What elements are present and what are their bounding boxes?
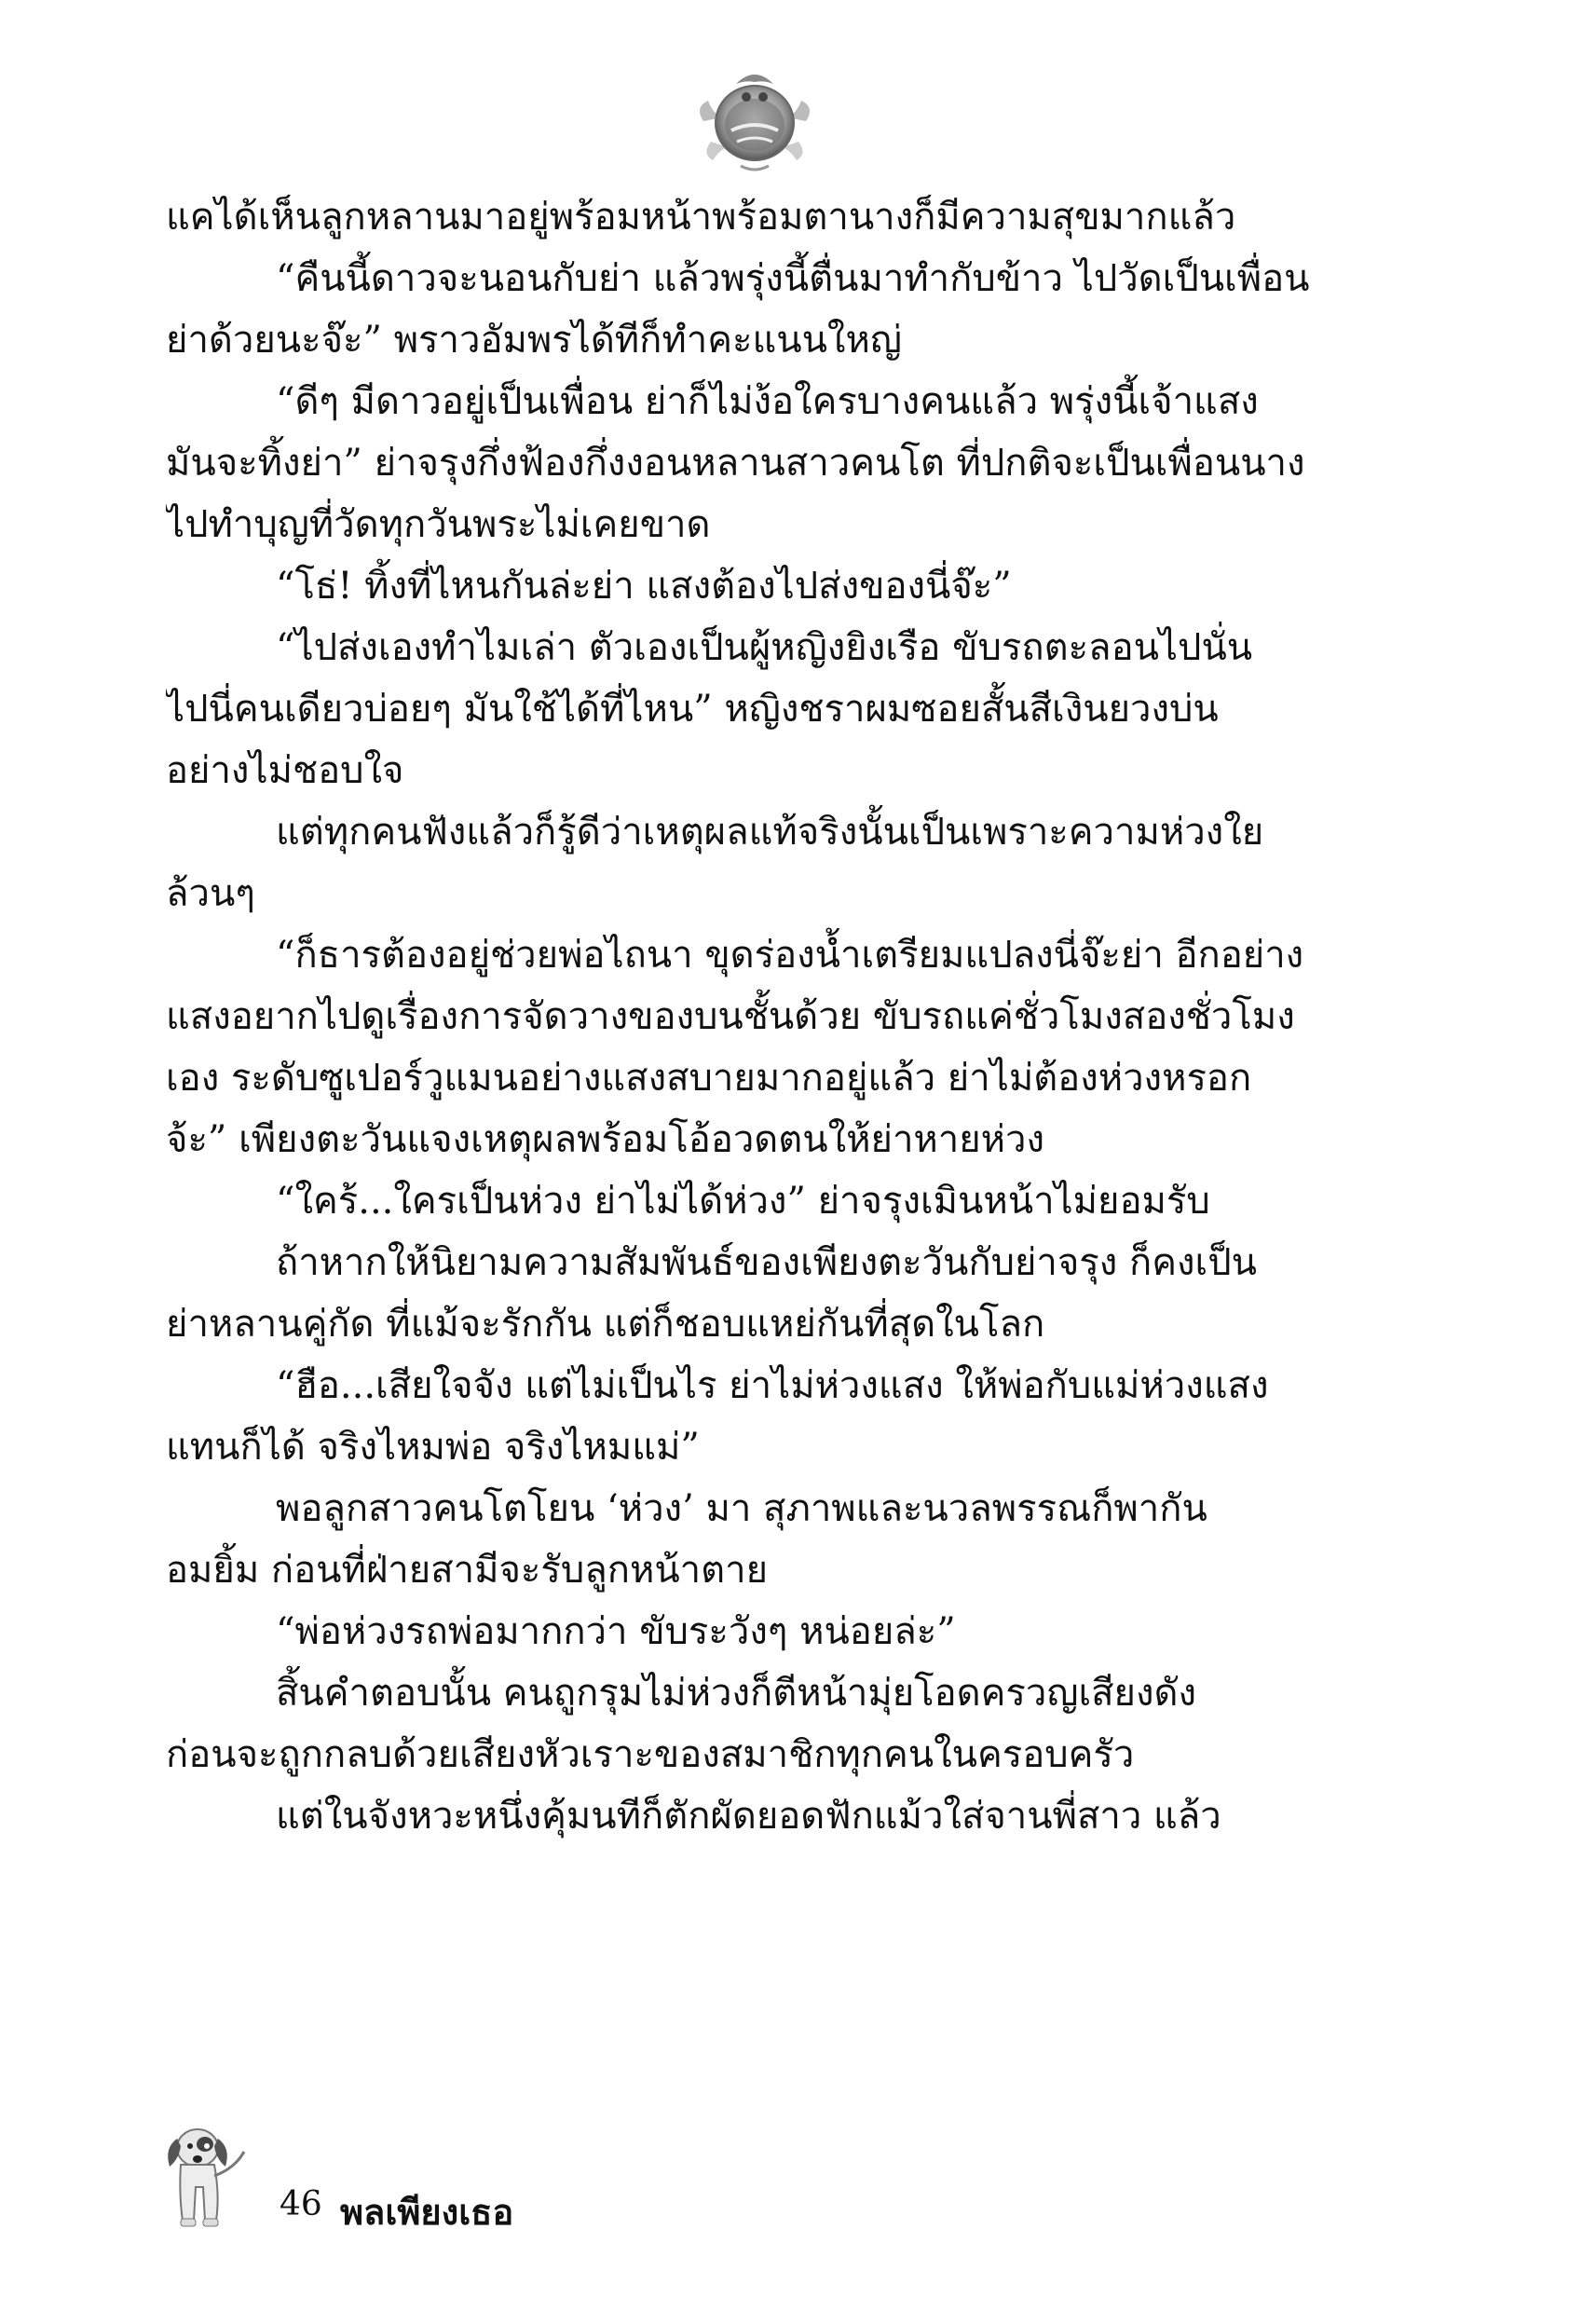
- text-line: “คืนนี้ดาวจะนอนกับย่า แล้วพรุ่งนี้ตื่นมาทำกับข้าว ไปวัดเป็นเพื่อน: [276, 257, 1310, 300]
- ornate-crest-logo-icon: [685, 56, 825, 177]
- text-line: สิ้นคำตอบนั้น คนถูกรุมไม่ห่วงก็ตีหน้ามุ่ยโอดครวญเสียงดัง: [276, 1672, 1197, 1715]
- text-line: จ้ะ” เพียงตะวันแจงเหตุผลพร้อมโอ้อวดตนให้ย่าหายห่วง: [166, 1118, 1045, 1161]
- text-line: ไปนี่คนเดียวบ่อยๆ มันใช้ได้ที่ไหน” หญิงชราผมซอยสั้นสีเงินยวงบ่น: [166, 688, 1219, 731]
- text-line: “โธ่! ทิ้งที่ไหนกันล่ะย่า แสงต้องไปส่งของนี่จ๊ะ”: [276, 565, 1012, 608]
- text-line: “ฮือ...เสียใจจัง แต่ไม่เป็นไร ย่าไม่ห่วงแสง ให้พ่อกับแม่ห่วงแสง: [276, 1364, 1269, 1407]
- text-line: ไปทำบุญที่วัดทุกวันพระไม่เคยขาด: [166, 503, 711, 546]
- text-line: แต่ทุกคนฟังแล้วก็รู้ดีว่าเหตุผลแท้จริงนั้นเป็นเพราะความห่วงใย: [276, 811, 1264, 854]
- text-line: ก่อนจะถูกกลบด้วยเสียงหัวเราะของสมาชิกทุกคนในครอบครัว: [166, 1733, 1135, 1776]
- text-line: แคได้เห็นลูกหลานมาอยู่พร้อมหน้าพร้อมตานางก็มีความสุขมากแล้ว: [166, 196, 1236, 239]
- text-line: ย่าด้วยนะจ๊ะ” พราวอัมพรได้ทีก็ทำคะแนนใหญ่: [166, 319, 902, 362]
- text-line: แทนก็ได้ จริงไหมพ่อ จริงไหมแม่”: [166, 1426, 700, 1469]
- page-number: 46: [280, 2185, 322, 2223]
- text-line: ย่าหลานคู่กัด ที่แม้จะรักกัน แต่ก็ชอบแหย่กันที่สุดในโลก: [166, 1303, 1045, 1346]
- text-line: ล้วนๆ: [166, 872, 255, 915]
- text-line: อมยิ้ม ก่อนที่ฝ่ายสามีจะรับลูกหน้าตาย: [166, 1549, 769, 1592]
- text-line: “ดีๆ มีดาวอยู่เป็นเพื่อน ย่าก็ไม่ง้อใครบางคนแล้ว พรุ่งนี้เจ้าแสง: [276, 380, 1259, 423]
- text-line: “พ่อห่วงรถพ่อมากกว่า ขับระวังๆ หน่อยล่ะ”: [276, 1610, 956, 1653]
- text-line: “ไปส่งเองทำไมเล่า ตัวเองเป็นผู้หญิงยิงเรือ ขับรถตะลอนไปนั่น: [276, 626, 1253, 669]
- text-line: อย่างไม่ชอบใจ: [166, 749, 404, 792]
- body-text: [166, 186, 1342, 1847]
- text-line: แสงอยากไปดูเรื่องการจัดวางของบนชั้นด้วย ขับรถแค่ชั่วโมงสองชั่วโมง: [166, 995, 1295, 1038]
- page-footer: [140, 2111, 699, 2250]
- text-line: เอง ระดับซูเปอร์วูแมนอย่างแสงสบายมากอยู่แล้ว ย่าไม่ต้องห่วงหรอก: [166, 1057, 1252, 1100]
- text-line: ถ้าหากให้นิยามความสัมพันธ์ของเพียงตะวันกับย่าจรุง ก็คงเป็น: [276, 1241, 1257, 1284]
- text-line: แต่ในจังหวะหนึ่งคุ้มนทีก็ตักผัดยอดฟักแม้วใส่จานพี่สาว แล้ว: [276, 1795, 1221, 1838]
- book-title: พลเพียงเธอ: [340, 2192, 514, 2233]
- text-line: มันจะทิ้งย่า” ย่าจรุงกึ่งฟ้องกึ่งงอนหลานสาวคนโต ที่ปกติจะเป็นเพื่อนนาง: [166, 442, 1305, 485]
- text-line: “ก็ธารต้องอยู่ช่วยพ่อไถนา ขุดร่องน้ำเตรียมแปลงนี่จ๊ะย่า อีกอย่าง: [276, 934, 1304, 977]
- puppy-icon: [151, 2111, 253, 2241]
- text-line: “ใคร้...ใครเป็นห่วง ย่าไม่ได้ห่วง” ย่าจรุงเมินหน้าไม่ยอมรับ: [276, 1180, 1210, 1223]
- text-line: พอลูกสาวคนโตโยน ‘ห่วง’ มา สุภาพและนวลพรรณก็พากัน: [276, 1487, 1207, 1530]
